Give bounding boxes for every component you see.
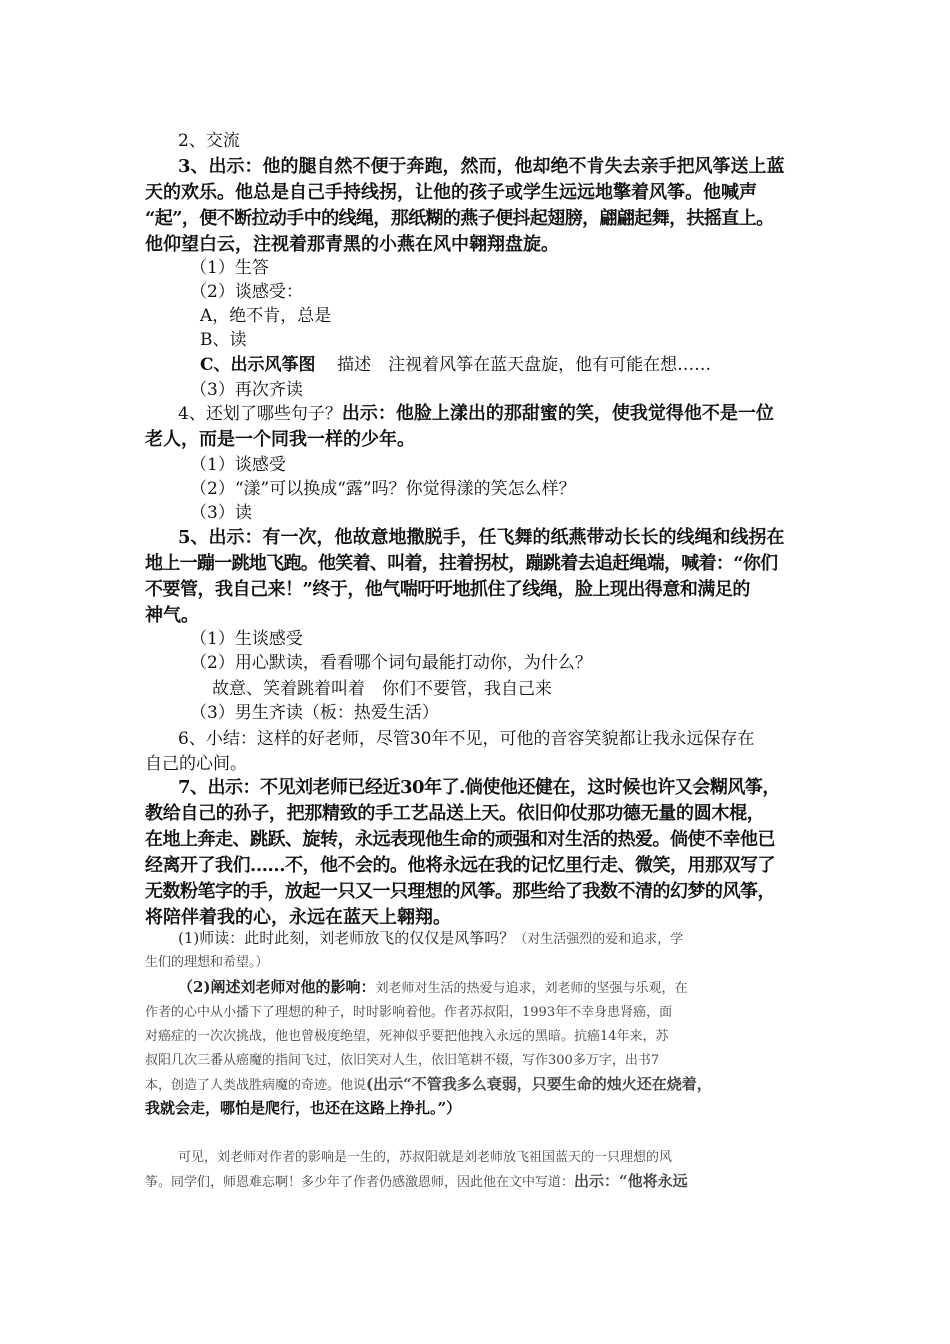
text-line: （1）生答	[190, 258, 269, 278]
text-line: 7、出示：不见刘老师已经近30年了.倘使他还健在，这时候也许又会糊风筝，	[178, 777, 780, 798]
bold-phrase: 出示：“他将永远	[574, 1172, 688, 1190]
bold-phrase: （2)阐述刘老师对他的影响：	[178, 978, 376, 996]
text-line: （2）谈感受：	[190, 282, 303, 302]
text-line: （2）用心默读，看看哪个词句最能打动你，为什么？	[190, 653, 592, 673]
bold-phrase: (出示“不管我多么衰弱，只要生命的烛火还在烧着，	[366, 1075, 712, 1093]
text-line: 2、交流	[178, 131, 240, 151]
text-line: 他仰望白云，注视着那青黑的小燕在风中翱翔盘旋。	[145, 234, 559, 255]
text-line	[178, 976, 848, 997]
text-span: 4、还划了哪些句子？	[178, 404, 342, 424]
text-line: 神气。	[145, 605, 199, 626]
text-line: 地上一蹦一跳地飞跑。他笑着、叫着，拄着拐杖，蹦跳着去追赶绳端，喊着：“你们	[145, 553, 778, 574]
note-span: （对生活强烈的爱和追求，学	[514, 932, 684, 947]
text-span: 刘老师对生活的热爱与追求，刘老师的坚强与乐观，在	[375, 981, 688, 996]
text-line: 教给自己的孙子，把那精致的手工艺品送上天。依旧仰仗那功德无量的圆木棍，	[145, 803, 765, 824]
text-line: （3）再次齐读	[190, 380, 303, 400]
bold-phrase: 出示：他脸上漾出的那甜蜜的笑，使我觉得他不是一位	[341, 403, 774, 424]
text-line: （3）男生齐读（板：热爱生活）	[190, 703, 439, 723]
text-line: 不要管，我自己来！”终于，他气喘吁吁地抓住了线绳，脸上现出得意和满足的	[145, 579, 750, 600]
text-line: 天的欢乐。他总是自己手持线拐，让他的孩子或学生远远地擎着风筝。他喊声	[145, 182, 757, 203]
text-line: （3）读	[190, 503, 252, 523]
text-line: （2）“漾”可以换成“露”吗？你觉得漾的笑怎么样？	[190, 479, 576, 499]
text-line: （1）谈感受	[190, 455, 286, 475]
text-span: (1)师读：此时此刻，刘老师放飞的仅仅是风筝吗？	[178, 929, 515, 947]
text-line: A，绝不肯，总是	[200, 306, 332, 326]
text-span: 本，创造了人类战胜病魔的奇迹。他说	[145, 1078, 367, 1093]
text-line: 无数粉笔字的手，放起一只又一只理想的风筝。那些给了我数不清的幻梦的风筝，	[145, 881, 775, 902]
text-line: 作者的心中从小播下了理想的种子，时时影响着他。作者苏叔阳，1993年不幸身患肾癌，面	[145, 1005, 673, 1020]
text-line: 老人，而是一个同我一样的少年。	[145, 429, 415, 450]
text-line: 在地上奔走、跳跃、旋转，永远表现他生命的顽强和对生活的热爱。倘使不幸他已	[145, 829, 775, 850]
text-line: 可见，刘老师对作者的影响是一生的，苏叔阳就是刘老师放飞祖国蓝天的一只理想的风	[178, 1150, 673, 1165]
text-line: 自己的心间。	[145, 754, 247, 774]
text-line	[145, 1073, 815, 1094]
text-line	[200, 350, 870, 375]
text-line: 生们的理想和希望。）	[145, 955, 269, 970]
text-span: 描述 注视着风筝在蓝天盘旋，他有可能在想……	[337, 355, 712, 375]
text-line: （1）生谈感受	[190, 629, 303, 649]
text-line	[145, 1170, 815, 1191]
bold-phrase: C、出示风筝图	[200, 355, 316, 375]
text-line: 对癌症的一次次挑战，他也曾极度绝望，死神似乎要把他拽入永远的黑暗。抗癌14年来，苏	[145, 1029, 669, 1044]
text-line: 6、小结：这样的好老师，尽管30年不见，可他的音容笑貌都让我永远保存在	[178, 729, 755, 749]
text-line: “起”，便不断拉动手中的线绳，那纸糊的燕子便抖起翅膀，翩翩起舞，扶摇直上。	[145, 208, 774, 229]
text-line: 3、出示：他的腿自然不便于奔跑，然而，他却绝不肯失去亲手把风筝送上蓝	[178, 156, 785, 177]
text-line: B、读	[200, 330, 247, 350]
text-line: 5、出示：有一次，他故意地撒脱手，任飞舞的纸燕带动长长的线绳和线拐在	[178, 527, 785, 548]
text-span: 筝。同学们，师恩难忘啊！多少年了作者仍感激恩师，因此他在文中写道：	[145, 1175, 575, 1190]
text-line	[178, 927, 848, 948]
text-line: 经离开了我们……不，他不会的。他将永远在我的记忆里行走、微笑，用那双写了	[145, 855, 775, 876]
text-line: 将陪伴着我的心，永远在蓝天上翱翔。	[145, 907, 451, 928]
text-line: 故意、笑着跳着叫着 你们不要管，我自己来	[212, 679, 552, 699]
text-line	[178, 399, 848, 425]
text-line: 叔阳几次三番从癌魔的指间飞过，依旧笑对人生，依旧笔耕不辍，写作300多万字，出书7	[145, 1053, 660, 1068]
text-line: 我就会走，哪怕是爬行，也还在这路上挣扎。”）	[145, 1099, 462, 1117]
